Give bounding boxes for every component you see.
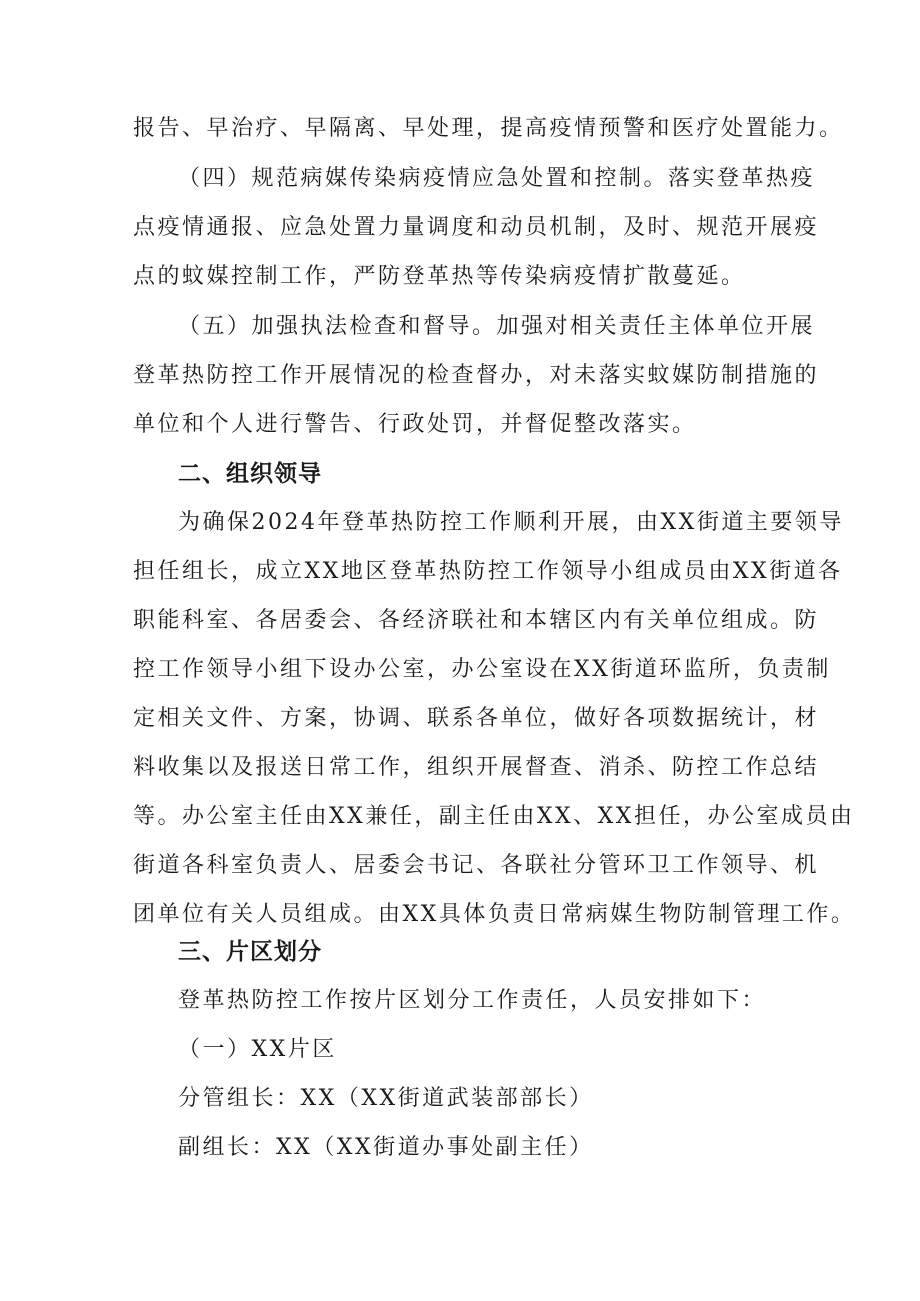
paragraph-line: （五）加强执法检查和督导。加强对相关责任主体单位开展	[178, 314, 816, 339]
paragraph-line: 点的蚊媒控制工作，严防登革热等传染病疫情扩散蔓延。	[133, 264, 746, 289]
paragraph-line: 团单位有关人员组成。由XX具体负责日常病媒生物防制管理工作。	[133, 902, 856, 927]
paragraph-line: 控工作领导小组下设办公室，办公室设在XX街道环监所，负责制	[133, 657, 831, 682]
paragraph-line: 为确保2024年登革热防控工作顺利开展，由XX街道主要领导	[178, 510, 844, 535]
paragraph-line: 点疫情通报、应急处置力量调度和动员机制，及时、规范开展疫	[133, 215, 820, 240]
paragraph-line: 等。办公室主任由XX兼任，副主任由XX、XX担任，办公室成员由	[133, 804, 855, 829]
paragraph-line: 担任组长，成立XX地区登革热防控工作领导小组成员由XX街道各	[133, 559, 843, 584]
paragraph-line: 报告、早治疗、早隔离、早处理，提高疫情预警和医疗处置能力。	[133, 116, 844, 141]
paragraph-line: 街道各科室负责人、居委会书记、各联社分管环卫工作领导、机	[133, 853, 820, 878]
paragraph-line: 单位和个人进行警告、行政处罚，并督促整改落实。	[133, 412, 697, 437]
paragraph-line: 料收集以及报送日常工作，组织开展督查、消杀、防控工作总结	[133, 755, 820, 780]
paragraph-line: 登革热防控工作按片区划分工作责任，人员安排如下：	[178, 988, 767, 1013]
paragraph-line: 分管组长：XX（XX街道武装部部长）	[178, 1086, 594, 1111]
section-heading: 二、组织领导	[178, 461, 322, 487]
section-heading: 三、片区划分	[178, 939, 322, 965]
paragraph-line: 定相关文件、方案，协调、联系各单位，做好各项数据统计，材	[133, 706, 820, 731]
paragraph-line: （四）规范病媒传染病疫情应急处置和控制。落实登革热疫	[178, 166, 816, 191]
paragraph-line: （一）XX片区	[178, 1037, 337, 1062]
paragraph-line: 副组长：XX（XX街道办事处副主任）	[178, 1135, 594, 1160]
paragraph-line: 登革热防控工作开展情况的检查督办，对未落实蚊媒防制措施的	[133, 363, 820, 388]
paragraph-line: 职能科室、各居委会、各经济联社和本辖区内有关单位组成。防	[133, 608, 820, 633]
